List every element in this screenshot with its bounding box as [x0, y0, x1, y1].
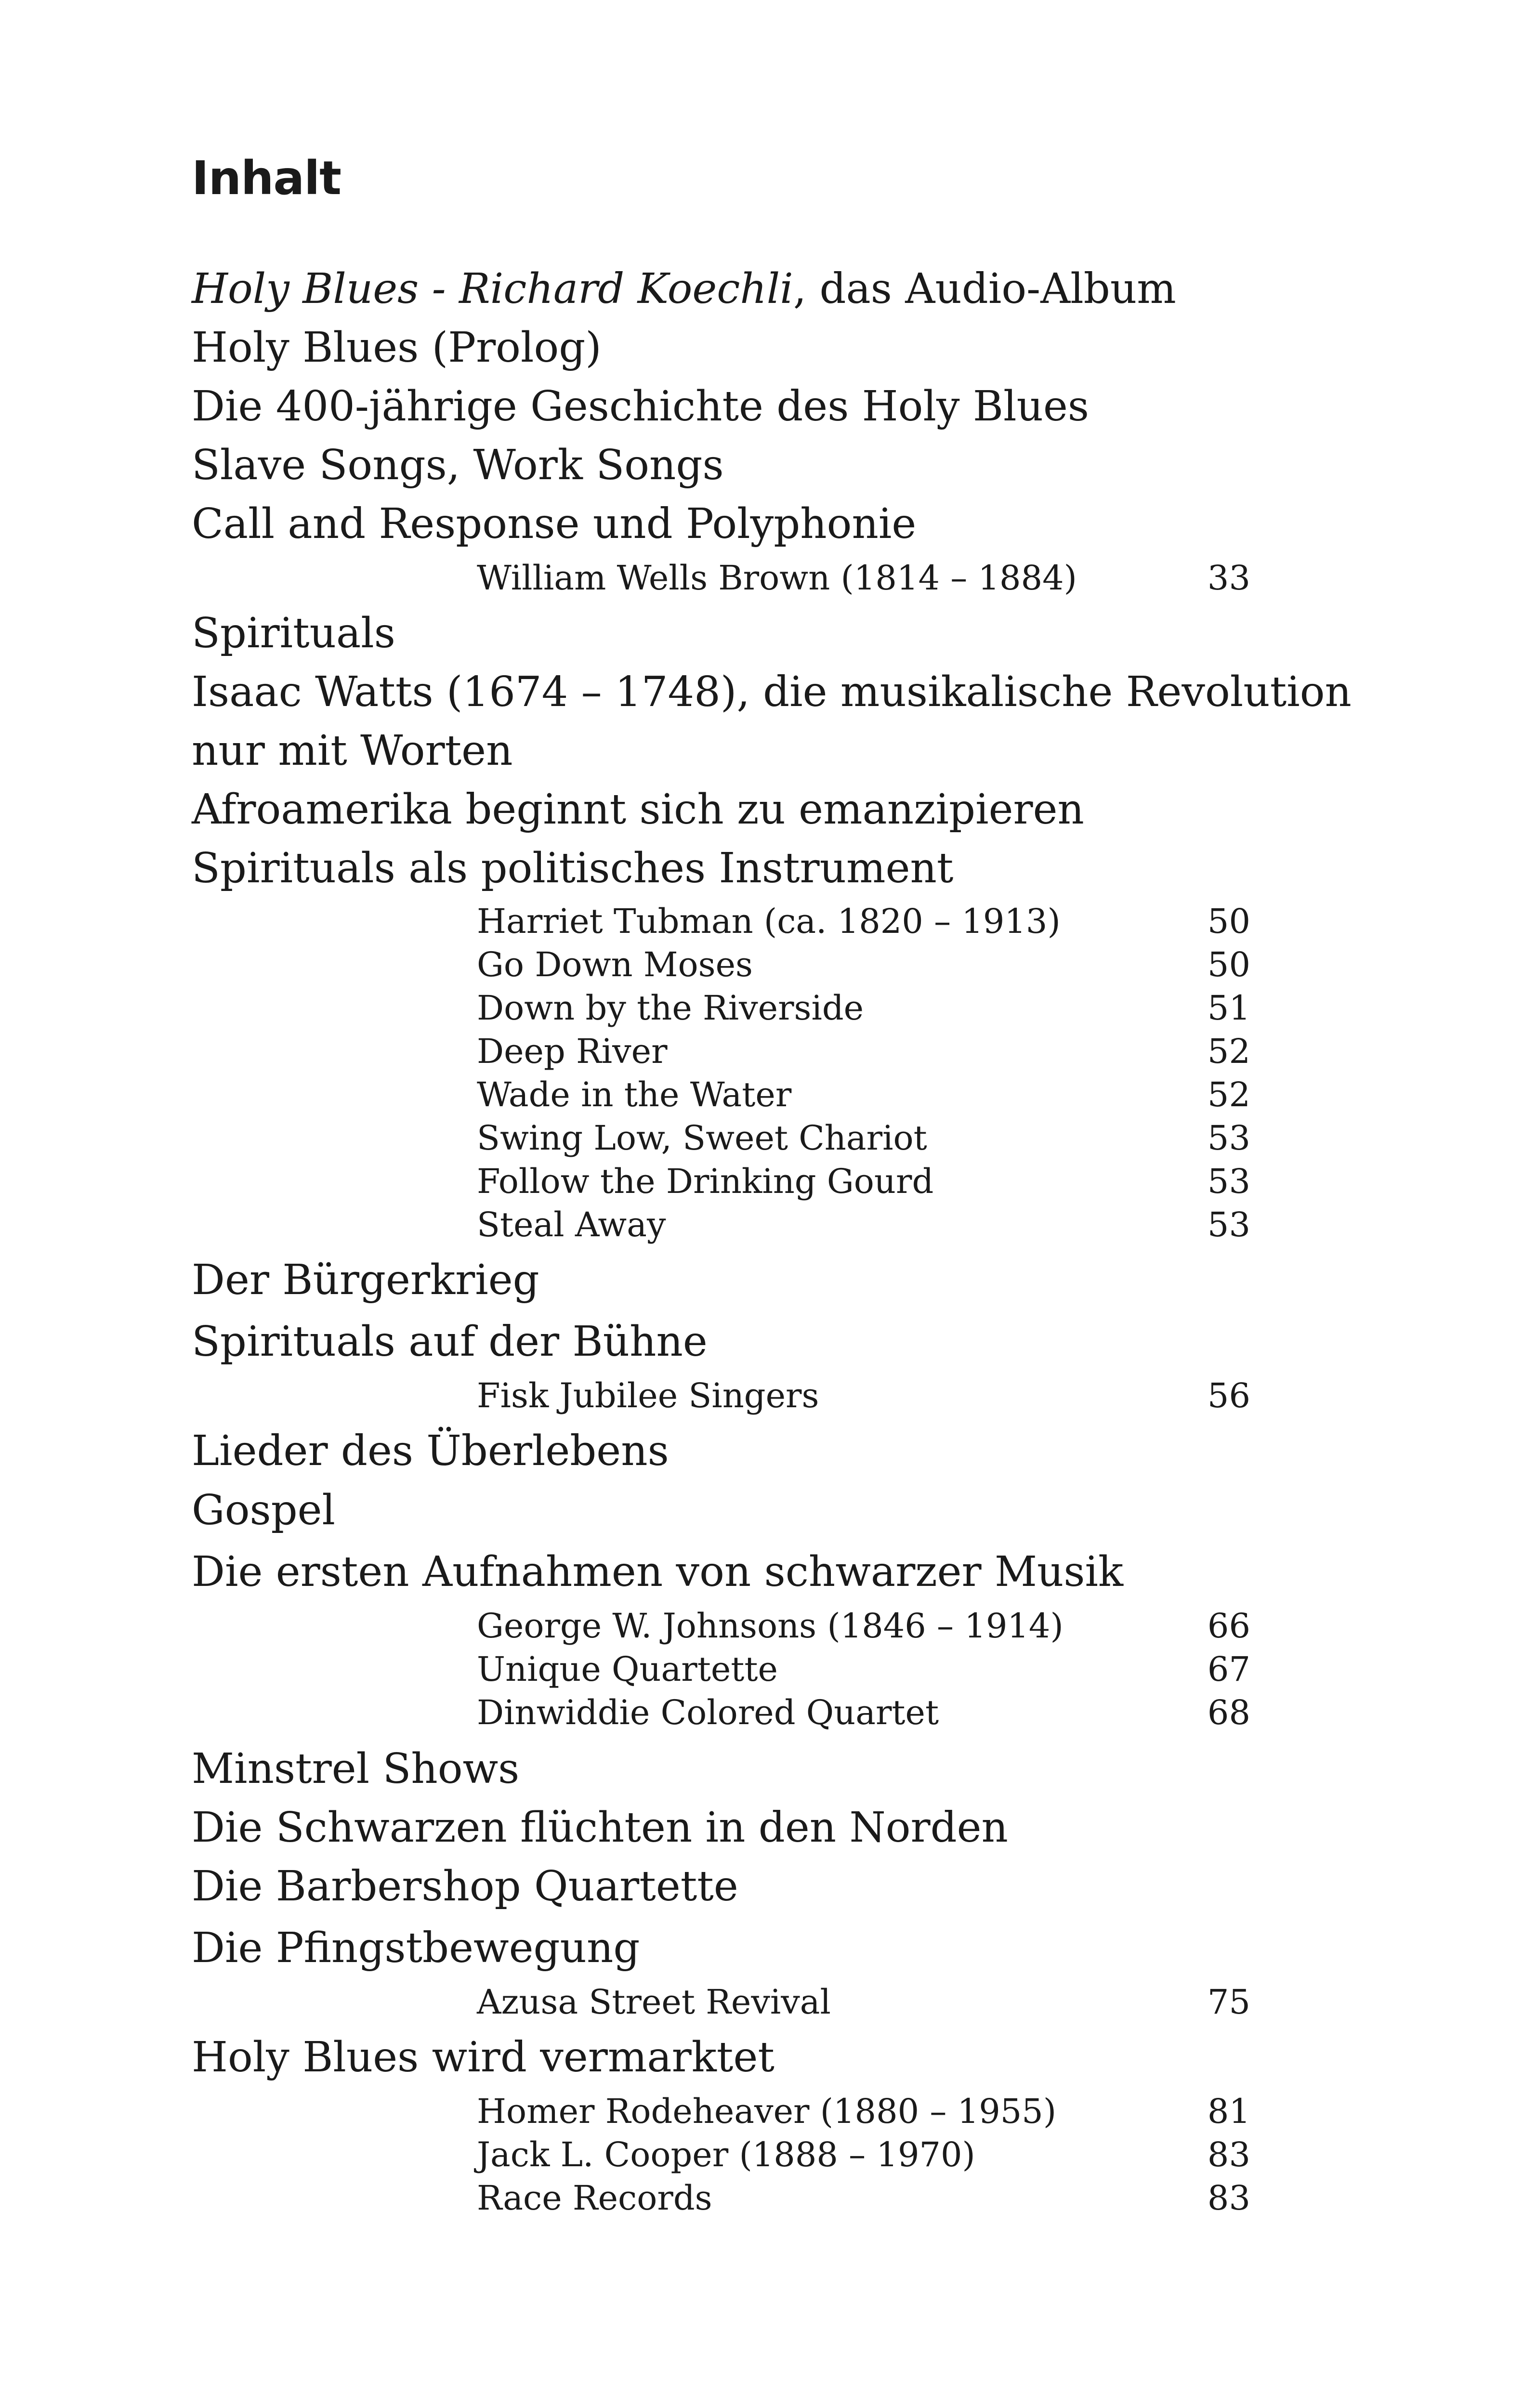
toc-subentry-page: 52 [1207, 1032, 1250, 1071]
toc-heading: Inhalt [192, 151, 341, 205]
toc-subentry-page: 68 [1207, 1693, 1250, 1732]
toc-entry-title [192, 260, 1176, 318]
toc-subentry-page: 51 [1207, 988, 1250, 1028]
toc-subentry-page: 52 [1207, 1075, 1250, 1114]
toc-entry-title: Die 400-jährige Geschichte des Holy Blues [192, 382, 1089, 431]
toc-subentry-page: 75 [1207, 1982, 1250, 2022]
toc-entry-title: Gospel [192, 1486, 336, 1534]
toc-entry-title-rest: , das Audio-Album [793, 265, 1176, 313]
toc-entry-title-italic: Holy Blues - Richard Koechli [192, 265, 793, 313]
toc-entry-title: nur mit Worten [192, 727, 513, 775]
toc-subentry-title: George W. Johnsons (1846 – 1914) [477, 1606, 1063, 1646]
toc-subentry-page: 50 [1207, 902, 1250, 941]
toc-subentry-title: Steal Away [477, 1205, 666, 1244]
toc-subentry-title: Follow the Drinking Gourd [477, 1162, 934, 1201]
toc-subentry-title: Dinwiddie Colored Quartet [477, 1693, 939, 1732]
toc-subentry-page: 67 [1207, 1649, 1250, 1689]
toc-subentry-title: Down by the Riverside [477, 988, 864, 1028]
toc-entry-title: Die ersten Aufnahmen von schwarzer Musik [192, 1548, 1124, 1596]
toc-subentry-title: Wade in the Water [477, 1075, 792, 1114]
toc-entry-title: Spirituals [192, 609, 395, 657]
toc-subentry-page: 83 [1207, 2178, 1250, 2218]
toc-subentry-title: Deep River [477, 1032, 668, 1071]
toc-entry-title: Spirituals auf der Bühne [192, 1318, 708, 1366]
toc-subentry-page: 53 [1207, 1162, 1250, 1201]
toc-subentry-page: 53 [1207, 1118, 1250, 1158]
toc-entry-title: Slave Songs, Work Songs [192, 441, 724, 489]
toc-subentry-title: Harriet Tubman (ca. 1820 – 1913) [477, 902, 1061, 941]
toc-entry-title: Der Bürgerkrieg [192, 1256, 539, 1304]
toc-subentry-page: 50 [1207, 945, 1250, 984]
toc-subentry-title: Jack L. Cooper (1888 – 1970) [477, 2135, 975, 2174]
toc-entry-title: Holy Blues (Prolog) [192, 324, 602, 372]
toc-subentry-title: Homer Rodeheaver (1880 – 1955) [477, 2092, 1057, 2131]
toc-subentry-title: William Wells Brown (1814 – 1884) [477, 558, 1077, 598]
toc-entry-title: Isaac Watts (1674 – 1748), die musikalische Revolution [192, 668, 1352, 716]
toc-subentry-title: Azusa Street Revival [477, 1982, 831, 2022]
toc-entry-title: Die Barbershop Quartette [192, 1862, 738, 1911]
toc-subentry-page: 33 [1207, 558, 1250, 598]
toc-entry-title: Die Pfingstbewegung [192, 1924, 640, 1972]
toc-entry-title: Die Schwarzen flüchten in den Norden [192, 1804, 1008, 1852]
toc-entry-title: Afroamerika beginnt sich zu emanzipieren [192, 785, 1084, 834]
toc-subentry-page: 66 [1207, 1606, 1250, 1646]
toc-subentry-title: Swing Low, Sweet Chariot [477, 1118, 927, 1158]
toc-subentry-title: Race Records [477, 2178, 712, 2218]
toc-entry-title: Holy Blues wird vermarktet [192, 2033, 775, 2081]
toc-entry-title: Minstrel Shows [192, 1745, 520, 1793]
toc-subentry-page: 56 [1207, 1376, 1250, 1415]
toc-entry-title: Call and Response und Polyphonie [192, 500, 917, 548]
toc-subentry-title: Fisk Jubilee Singers [477, 1376, 819, 1415]
toc-subentry-page: 53 [1207, 1205, 1250, 1244]
toc-entry-title: Spirituals als politisches Instrument [192, 844, 954, 892]
toc-subentry-title: Go Down Moses [477, 945, 753, 984]
toc-subentry-page: 83 [1207, 2135, 1250, 2174]
toc-subentry-title: Unique Quartette [477, 1649, 778, 1689]
toc-subentry-page: 81 [1207, 2092, 1250, 2131]
toc-entry-title: Lieder des Überlebens [192, 1427, 669, 1475]
